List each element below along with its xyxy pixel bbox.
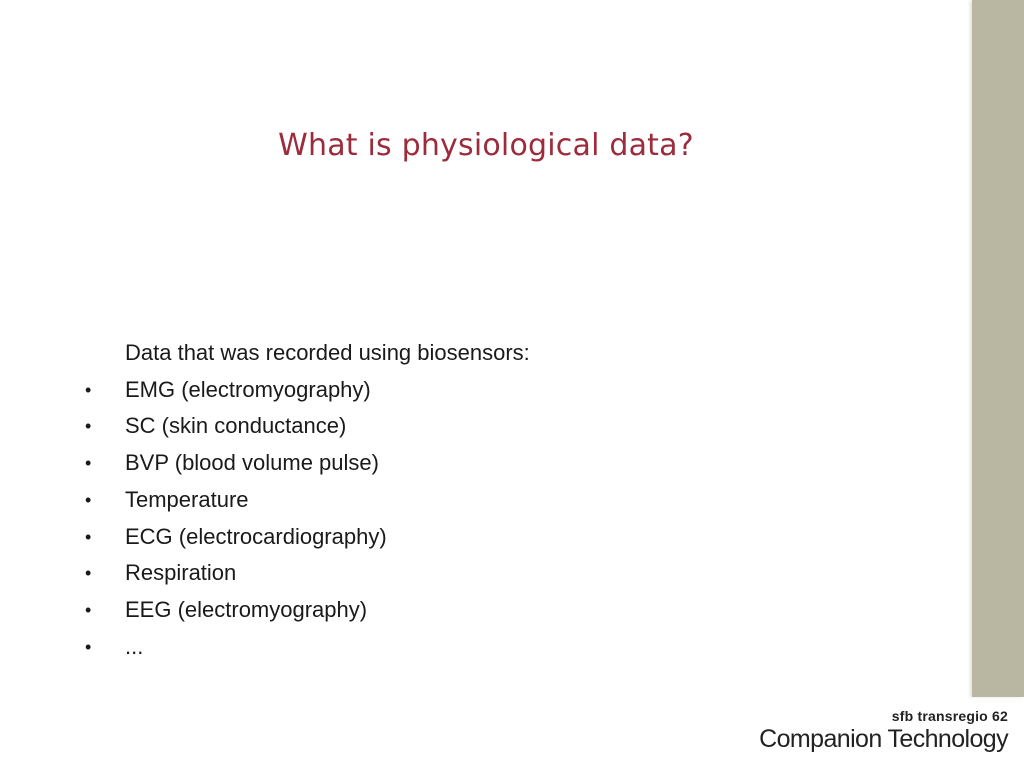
companion-technology-logo — [759, 708, 1008, 754]
bullet-icon: • — [85, 526, 92, 547]
bullet-icon: • — [85, 416, 92, 437]
list-item-text: SC (skin conductance) — [125, 413, 347, 439]
list-item-text: Temperature — [125, 486, 249, 512]
list-item — [85, 555, 685, 592]
logo-subtitle: sfb transregio 62 — [891, 708, 1008, 724]
decorative-side-bar — [972, 0, 1024, 697]
list-item — [85, 519, 685, 556]
bullet-list — [85, 372, 685, 666]
list-item-text: EEG (electromyography) — [125, 596, 368, 622]
bullet-icon: • — [85, 563, 92, 584]
list-item — [85, 482, 685, 519]
list-item — [85, 372, 685, 409]
list-item — [85, 408, 685, 445]
list-item-text: BVP (blood volume pulse) — [125, 450, 379, 476]
list-item-text: EMG (electromyography) — [125, 376, 371, 402]
logo-title: Companion Technology — [759, 725, 1008, 753]
bullet-icon: • — [85, 489, 92, 510]
intro-text: Data that was recorded using biosensors: — [125, 340, 530, 365]
slide-body — [85, 335, 685, 665]
list-item-text: Respiration — [125, 560, 237, 586]
bullet-icon: • — [85, 379, 92, 400]
list-item-text: ... — [125, 633, 144, 659]
list-item — [85, 592, 685, 629]
list-item — [85, 629, 685, 666]
list-item — [85, 445, 685, 482]
bullet-icon: • — [85, 453, 92, 474]
bullet-icon: • — [85, 636, 92, 657]
slide-title: What is physiological data? — [278, 128, 694, 163]
list-item-text: ECG (electrocardiography) — [125, 523, 387, 549]
bullet-icon: • — [85, 599, 92, 620]
